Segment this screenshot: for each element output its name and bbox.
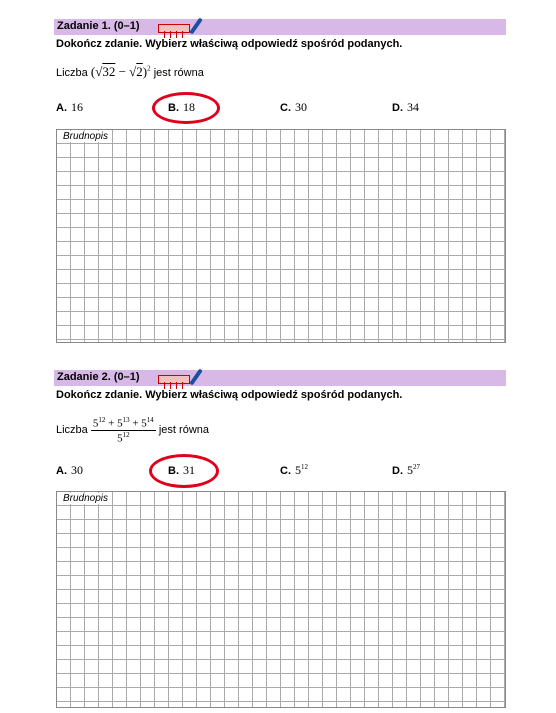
stem-prefix: Liczba	[56, 424, 88, 437]
task-2-answer-d[interactable]	[392, 463, 420, 478]
answer-value	[407, 463, 420, 477]
scratch-label: Brudnopis	[63, 131, 109, 142]
stem-suffix: jest równa	[158, 424, 209, 437]
answer-base: 5	[295, 463, 301, 477]
answer-value: 34	[407, 100, 419, 114]
pen-icon	[189, 17, 203, 34]
task-1-scratch-grid[interactable]	[56, 129, 506, 343]
pen-icon	[189, 368, 203, 385]
answer-value: 30	[71, 463, 83, 477]
answer-letter: D.	[392, 465, 403, 477]
score-box-icon	[158, 24, 190, 33]
answer-value: 31	[183, 463, 195, 477]
stem-prefix: Liczba	[56, 67, 88, 79]
answer-letter: B.	[168, 465, 179, 477]
task-2-instruction: Dokończ zdanie. Wybierz właściwą odpowiedź spośród podanych.	[56, 389, 403, 401]
task-1-answer-d[interactable]	[392, 100, 419, 115]
stem-suffix: jest równa	[153, 67, 204, 79]
answer-exponent: 27	[413, 463, 420, 471]
task-2-answer-c[interactable]	[280, 463, 308, 478]
task-1-answer-c[interactable]	[280, 100, 307, 115]
answer-letter: D.	[392, 102, 403, 114]
score-box-icon	[158, 375, 190, 384]
task-2-fraction: $\frac{5^{12} + 5^{13} + 5^{14}}{5^{12}}$	[92, 416, 154, 445]
answer-exponent: 12	[301, 463, 308, 471]
answer-base: 5	[407, 463, 413, 477]
task-1-answer-a[interactable]	[56, 100, 83, 115]
task-1-title: Zadanie 1. (0–1)	[57, 20, 140, 32]
answer-letter: A.	[56, 465, 67, 477]
answer-value: 30	[295, 100, 307, 114]
answer-letter: C.	[280, 465, 291, 477]
answer-letter: C.	[280, 102, 291, 114]
task-1-expression: $(√32 - √2)^2$	[90, 64, 151, 79]
answer-value	[295, 463, 308, 477]
task-2-scratch-grid[interactable]	[56, 491, 506, 708]
task-2-header	[54, 370, 506, 386]
answer-letter: B.	[168, 102, 179, 114]
task-1-header	[54, 19, 506, 35]
selected-answer-circle	[149, 454, 219, 488]
task-1-instruction: Dokończ zdanie. Wybierz właściwą odpowiedź spośród podanych.	[56, 38, 403, 50]
answer-value: 16	[71, 100, 83, 114]
task-2-title: Zadanie 2. (0–1)	[57, 371, 140, 383]
answer-value: 18	[183, 100, 195, 114]
task-1-stem	[56, 64, 204, 80]
task-2-stem	[56, 416, 209, 444]
scratch-label: Brudnopis	[63, 493, 109, 504]
selected-answer-circle	[152, 92, 220, 124]
answer-letter: A.	[56, 102, 67, 114]
task-2-answer-a[interactable]	[56, 463, 83, 478]
